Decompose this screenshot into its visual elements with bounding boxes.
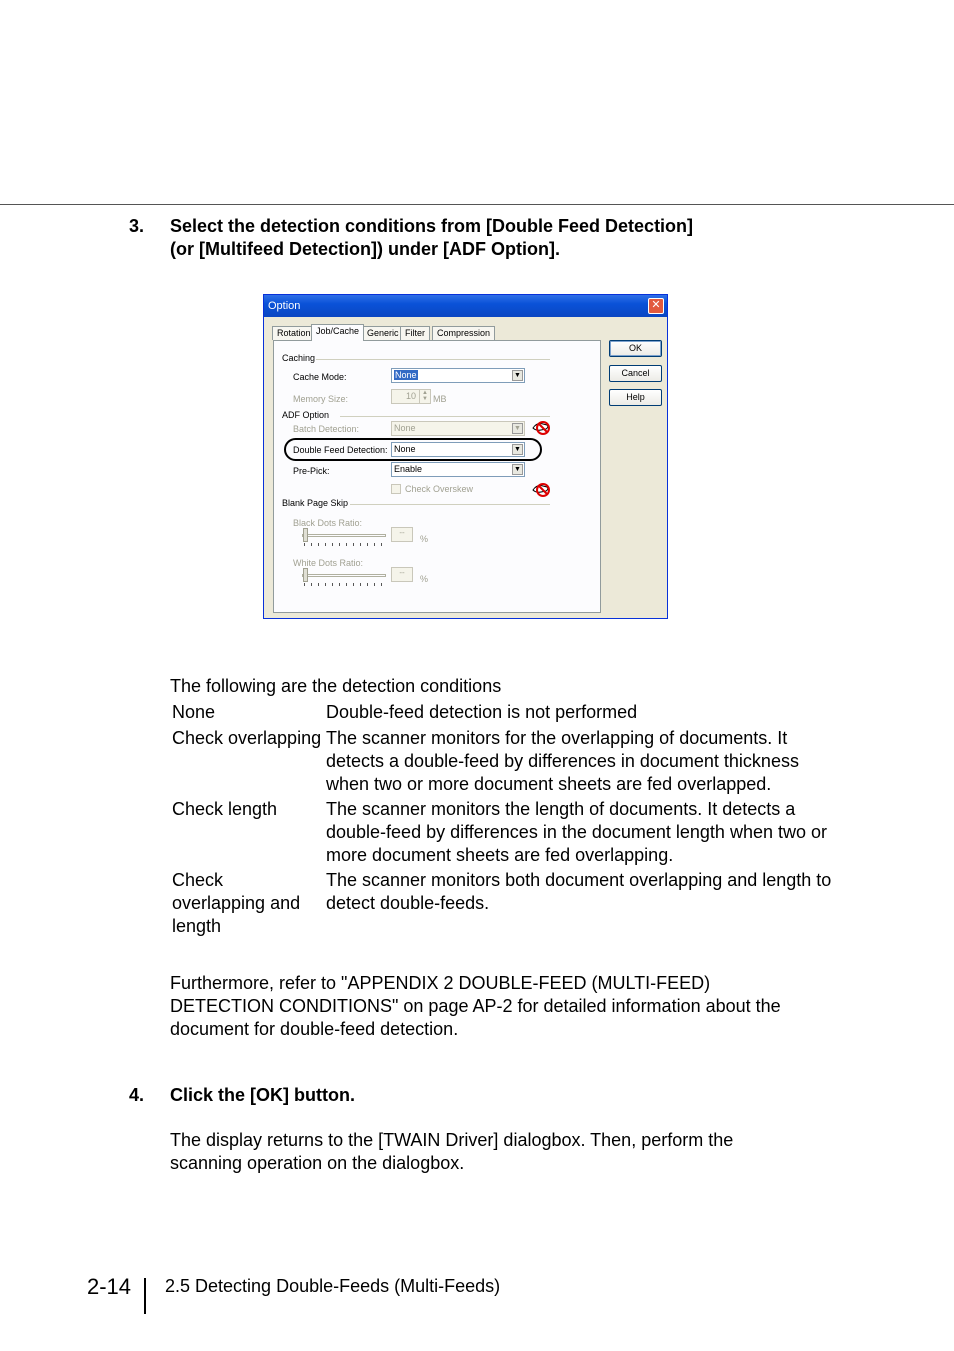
step-4-body-2: scanning operation on the dialogbox. [170,1153,465,1173]
white-dots-slider[interactable] [302,567,386,587]
highlight-ellipse [284,438,542,461]
furthermore-line-1: Furthermore, refer to "APPENDIX 2 DOUBLE-FEED (MULTI-FEED) [170,973,711,993]
help-button[interactable]: Help [609,389,662,406]
tab-filter[interactable]: Filter [400,326,430,340]
step-3-number: 3. [129,216,145,236]
table-row [170,724,846,796]
slider-track [302,574,386,577]
memory-size-spinner[interactable] [391,389,431,404]
cancel-button[interactable]: Cancel [609,365,662,382]
no-hand-icon [531,419,551,435]
condition-desc: Double-feed detection is not performed [326,702,638,722]
memory-size-unit: MB [433,394,447,404]
black-dots-label: Black Dots Ratio: [293,518,363,528]
group-divider [340,416,550,417]
condition-desc: The scanner monitors both document overlapping and length to detect double-feeds. [326,870,832,913]
group-divider [316,359,550,360]
condition-name: Check length [172,799,278,819]
condition-name: Check overlapping [172,728,322,748]
slider-thumb[interactable] [303,568,308,582]
black-dots-field[interactable]: -- [391,527,413,542]
step-3-line-1: Select the detection conditions from [Double Feed Detection] [170,216,694,236]
percent-unit: % [420,534,429,544]
white-dots-label: White Dots Ratio: [293,558,364,568]
group-divider [350,504,550,505]
percent-unit: % [420,574,429,584]
section-title: 2.5 Detecting Double-Feeds (Multi-Feeds) [165,1276,501,1296]
footer-divider [144,1278,146,1314]
chevron-down-icon: ▼ [512,370,523,381]
blank-page-group-label: Blank Page Skip [282,498,349,508]
chevron-down-icon: ▼ [512,464,523,475]
cache-mode-value: None [395,370,417,380]
chevron-down-icon: ▼ [512,423,523,434]
cache-mode-select[interactable] [391,368,525,383]
slider-thumb[interactable] [303,528,308,542]
no-hand-icon [531,481,551,497]
adf-group-label: ADF Option [282,410,330,420]
chevron-down-icon: ▼ [512,444,523,455]
condition-name: Check overlapping and length [172,870,301,936]
condition-desc: The scanner monitors the length of documents. It detects a double-feed by differences in the document length when two or more document sheets are fed overlapping. [326,799,827,865]
slider-ticks [304,583,384,586]
memory-size-label: Memory Size: [293,394,349,404]
conditions-table [170,701,846,938]
batch-detection-select[interactable] [391,421,525,436]
ok-button[interactable]: OK [609,340,662,357]
check-overskew-checkbox[interactable] [391,484,401,494]
close-icon[interactable]: ✕ [648,298,664,314]
furthermore-line-3: document for double-feed detection. [170,1019,459,1039]
furthermore-line-2: DETECTION CONDITIONS" on page AP-2 for detailed information about the [170,996,781,1016]
step-4-text: Click the [OK] button. [170,1085,355,1105]
tab-rotation[interactable]: Rotation [272,326,316,340]
tab-job-cache[interactable]: Job/Cache [311,324,364,341]
dialog-titlebar [264,295,667,317]
pre-pick-value: Enable [394,464,423,474]
table-row [170,867,846,938]
table-row [170,796,846,867]
table-row [170,701,846,724]
step-4-body-1: The display returns to the [TWAIN Driver] dialogbox. Then, perform the [170,1130,734,1150]
page-number: 2-14 [87,1274,132,1299]
batch-detection-label: Batch Detection: [293,424,360,434]
condition-name: None [172,702,216,722]
slider-track [302,534,386,537]
double-feed-label: Double Feed Detection: [293,445,388,455]
step-3-line-2: (or [Multifeed Detection]) under [ADF Option]. [170,239,560,259]
step-4-number: 4. [129,1085,145,1105]
batch-detection-value: None [394,423,416,433]
cache-mode-label: Cache Mode: [293,372,347,382]
pre-pick-label: Pre-Pick: [293,466,330,476]
spinner-arrows-icon: ▲ ▼ [419,390,430,403]
black-dots-slider[interactable] [302,527,386,547]
header-rule [0,204,954,205]
caching-group-label: Caching [282,353,316,363]
option-dialog [263,294,668,619]
memory-size-value: 10 [405,391,416,401]
white-dots-field[interactable]: -- [391,567,413,582]
check-overskew-label: Check Overskew [405,484,474,494]
conditions-intro: The following are the detection conditions [170,676,502,696]
dialog-title: Option [268,300,301,312]
pre-pick-select[interactable] [391,462,525,477]
tab-generic[interactable]: Generic [362,326,404,340]
slider-ticks [304,543,384,546]
tab-compression[interactable]: Compression [432,326,495,340]
condition-desc: The scanner monitors for the overlapping of documents. It detects a double-feed by differences in document thickness when two or more document sheets are fed overlapped. [326,728,799,794]
double-feed-value: None [394,444,416,454]
tab-panel [273,340,601,613]
